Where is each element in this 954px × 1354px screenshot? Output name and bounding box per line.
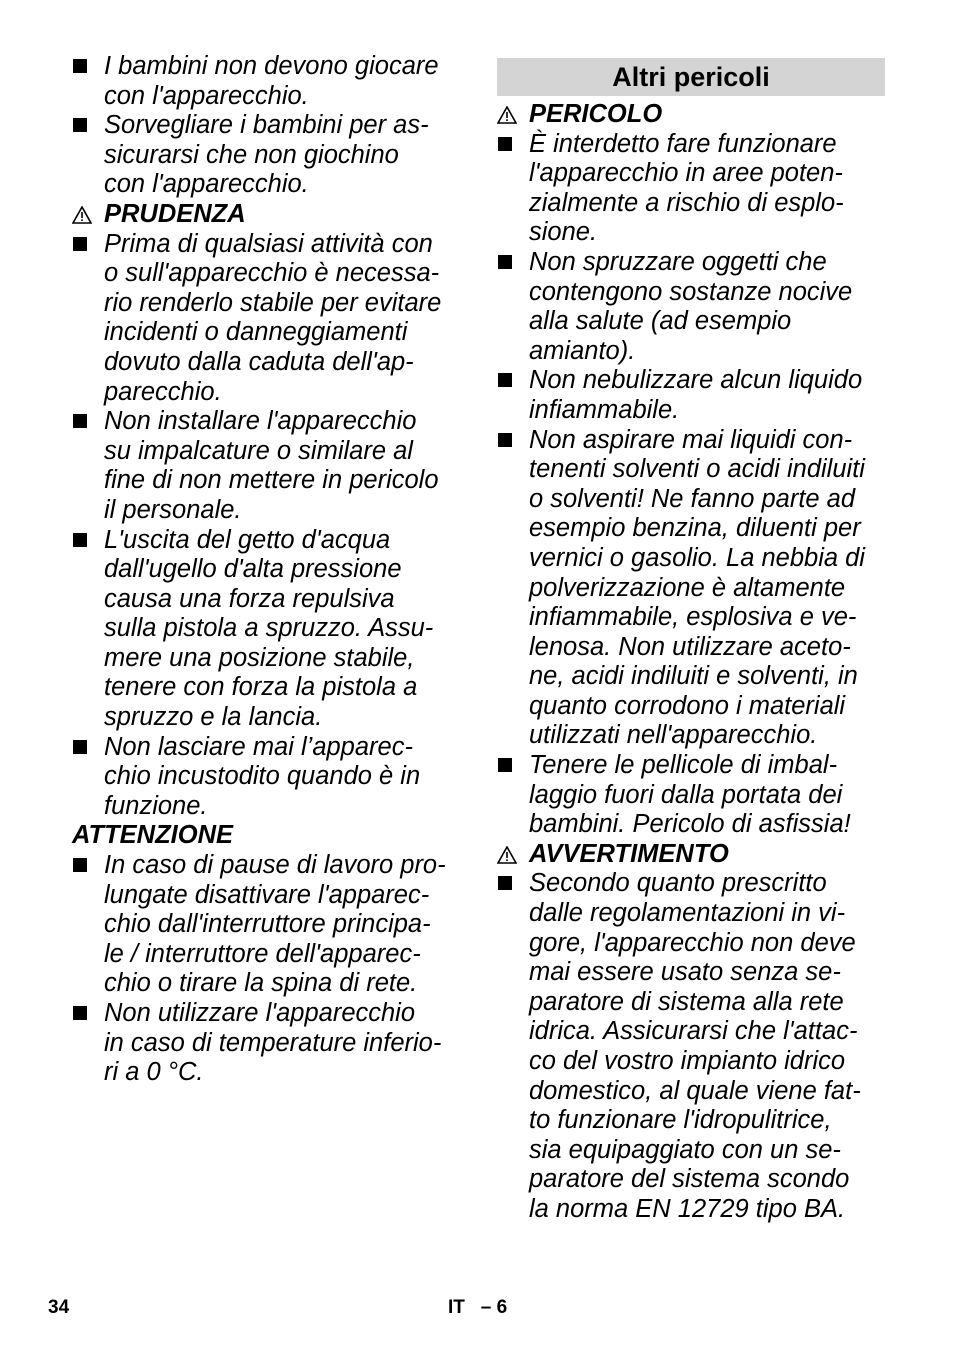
item-text: Sorvegliare i bambini per as- sicurarsi che non giochino con l'apparecchio. — [104, 111, 429, 199]
item-text: Secondo quanto prescritto dalle regolamentazioni in vi- gore, l'apparecchio non deve mai essere usato senza se- paratore di sistema alla rete idrica. Assicurarsi che l'attac- co del vostro impianto idrico domestico, al quale viene fat- to funzionare l'idropulitrice, sia equipaggiato con un se- paratore del sistema scondo la norma EN 12729 tipo BA. — [529, 869, 861, 1223]
list-item — [497, 751, 885, 840]
item-text: Prima di qualsiasi attività con o sull'apparecchio è necessa- rio renderlo stabile per evitare incidenti o danneggiamenti dovuto dalla caduta dell'ap- parecchio. — [104, 229, 442, 406]
list-item — [72, 111, 462, 200]
square-bullet-icon — [73, 118, 87, 132]
square-bullet-icon — [498, 255, 512, 269]
list-item — [497, 426, 885, 752]
list-item — [72, 526, 462, 733]
prudenza-heading — [72, 200, 462, 230]
list-item — [72, 407, 462, 525]
list-item — [72, 851, 462, 999]
list-item — [497, 869, 885, 1224]
avvertimento-heading — [497, 840, 885, 870]
item-text: Non nebulizzare alcun liquido infiammabile. — [529, 366, 863, 424]
attenzione-heading: ATTENZIONE — [72, 821, 234, 850]
list-item — [72, 733, 462, 822]
warning-triangle-icon — [72, 200, 104, 230]
square-bullet-icon — [498, 876, 512, 890]
square-bullet-icon — [498, 433, 512, 447]
square-bullet-icon — [73, 59, 87, 73]
item-text: Non utilizzare l'apparecchio in caso di temperature inferio- ri a 0 °C. — [104, 999, 442, 1087]
square-bullet-icon — [73, 1006, 87, 1020]
list-item — [497, 366, 885, 425]
item-text: In caso di pause di lavoro pro- lungate disattivare l'apparec- chio dall'interruttore principa- le / interruttore dell'apparec- chio o tirare la spina di rete. — [104, 851, 446, 998]
page-number: 34 — [48, 1297, 70, 1318]
left-column — [72, 52, 462, 1088]
square-bullet-icon — [498, 373, 512, 387]
item-text: Non installare l'apparecchio su impalcature o similare al fine di non mettere in pericolo il personale. — [104, 407, 439, 524]
item-text: Non spruzzare oggetti che contengono sostanze nocive alla salute (ad esempio amianto). — [529, 247, 853, 365]
square-bullet-icon — [498, 758, 512, 772]
list-item — [497, 130, 885, 248]
list-item — [497, 248, 885, 366]
square-bullet-icon — [73, 414, 87, 428]
square-bullet-icon — [73, 740, 87, 754]
list-item — [72, 999, 462, 1088]
list-item — [72, 230, 462, 408]
item-text: È interdetto fare funzionare l'apparecchio in aree poten- zialmente a rischio di esplo- sione. — [529, 129, 844, 247]
item-text: Tenere le pellicole di imbal- laggio fuori dalla portata dei bambini. Pericolo di asfissia! — [529, 751, 851, 839]
heading-text: AVVERTIMENTO — [529, 839, 729, 868]
heading-text: PRUDENZA — [104, 199, 246, 228]
square-bullet-icon — [73, 533, 87, 547]
list-item — [72, 52, 462, 111]
item-text: I bambini non devono giocare con l'apparecchio. — [104, 52, 439, 110]
pericolo-heading — [497, 100, 885, 130]
warning-triangle-icon — [497, 840, 529, 870]
warning-triangle-icon — [497, 100, 529, 130]
heading-text: PERICOLO — [529, 100, 663, 128]
item-text: Non lasciare mai l’apparec- chio incustodito quando è in funzione. — [104, 732, 421, 820]
item-text: Non aspirare mai liquidi con- tenenti solventi o acidi indiluiti o solventi! Ne fanno parte ad esempio benzina, diluenti per vernici o gasolio. La nebbia di polverizzazione è altamente infiammabile, esplosiva e ve- lenosa. Non utilizzare aceto- ne, acidi indiluiti e solventi, in quanto corrodono i materiali utilizzati nell'apparecchio. — [529, 425, 865, 750]
section-title: Altri pericoli — [497, 58, 885, 96]
square-bullet-icon — [73, 858, 87, 872]
item-text: L'uscita del getto d'acqua dall'ugello d'alta pressione causa una forza repulsiva sulla pistola a spruzzo. Assu- mere una posizione stabile, tenere con forza la pistola a spruzzo e la lancia. — [104, 525, 434, 732]
right-column — [497, 52, 885, 1225]
square-bullet-icon — [73, 237, 87, 251]
square-bullet-icon — [498, 137, 512, 151]
page-label: IT – 6 — [448, 1297, 508, 1318]
